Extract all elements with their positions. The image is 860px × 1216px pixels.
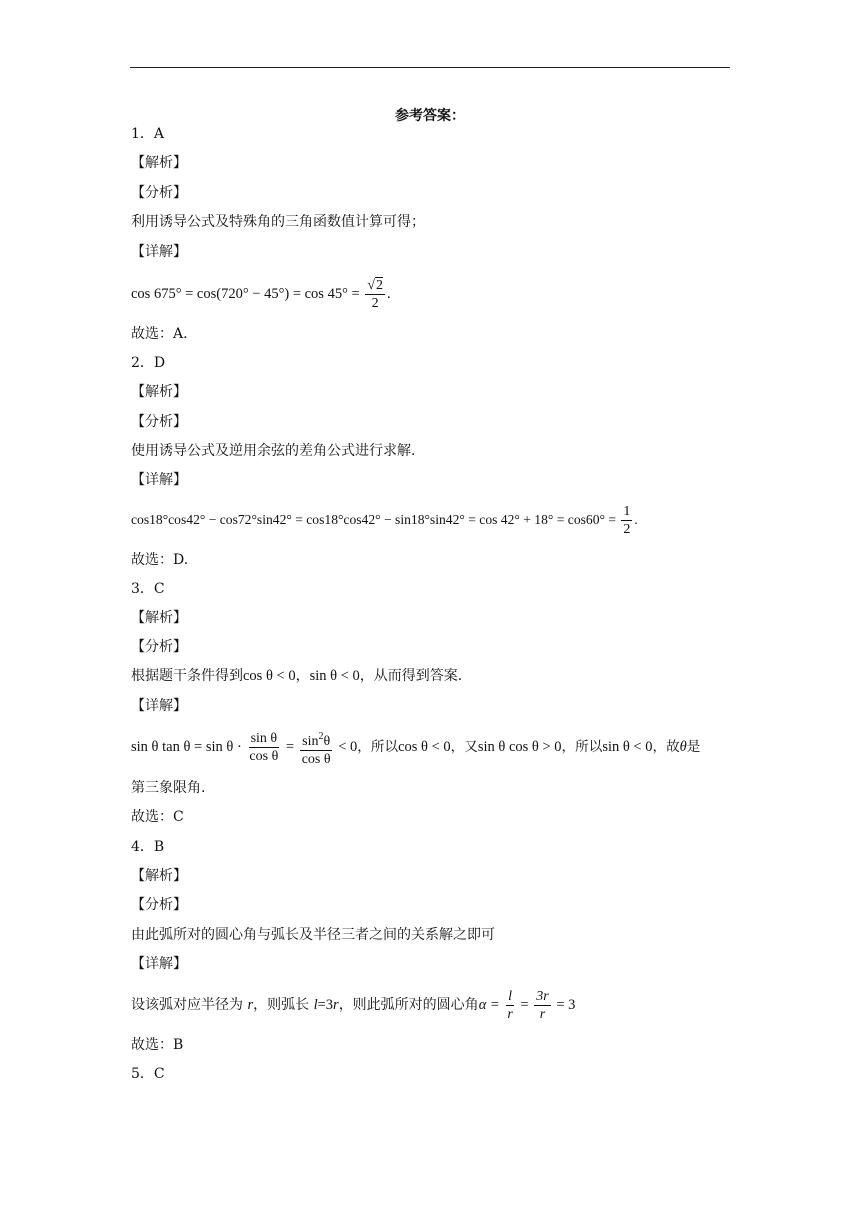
q3-fraction-2 [300, 728, 333, 768]
q3-analysis-math-2: sin θ < 0 [309, 668, 360, 684]
q3-tag-jiexi: 【解析】 [131, 610, 187, 626]
q3-frac2-sup: 2 [318, 730, 324, 742]
q3-fraction-1 [247, 730, 280, 765]
q5-number: 5．C [131, 1066, 165, 1082]
q3-text-3: ，所以 [561, 739, 603, 755]
q3-analysis [131, 667, 462, 685]
q4-tag-jiexi: 【解析】 [131, 868, 187, 884]
q4-analysis: 由此弧所对的圆心角与弧长及半径三者之间的关系解之即可 [131, 927, 495, 943]
q3-text-5: 是 [686, 739, 701, 755]
q3-frac2-num-b: θ [323, 733, 331, 749]
q3-number: 3．C [131, 581, 165, 597]
q3-formula-lhs: sin θ tan θ = sin θ · [131, 739, 246, 755]
q4-frac2-den: r [539, 1006, 546, 1022]
q1-denominator: 2 [371, 296, 379, 312]
q2-analysis: 使用诱导公式及逆用余弦的差角公式进行求解. [131, 443, 416, 459]
q2-formula [131, 500, 638, 540]
q1-formula-end: . [387, 286, 391, 302]
q3-math-2: sin θ cos θ > 0 [477, 739, 562, 755]
q3-detail-line-2: 第三象限角. [131, 780, 206, 796]
q4-var-l: l [313, 997, 318, 1013]
q3-answer: 故选：C [131, 809, 184, 825]
q3-frac2-den: cos θ [301, 751, 331, 767]
q3-frac1-num: sin θ [250, 731, 278, 746]
q4-var-r-2: r [333, 997, 339, 1013]
q2-tag-jiexi: 【解析】 [131, 384, 187, 400]
q4-detail-text-4: ，则此弧所对的圆心角 [338, 997, 479, 1013]
q4-detail-text-3: =3 [317, 997, 334, 1013]
q4-tag-fenxi: 【分析】 [131, 897, 187, 913]
q4-frac1-num: l [508, 988, 513, 1004]
q3-analysis-math-1: cos θ < 0 [243, 668, 296, 684]
q1-analysis: 利用诱导公式及特殊角的三角函数值计算可得； [131, 214, 425, 230]
q4-var-r: r [247, 997, 254, 1013]
q3-tag-fenxi: 【分析】 [131, 639, 187, 655]
q3-analysis-text-b: ， [295, 668, 310, 684]
q1-fraction: $\frac{√2}{2}$ [367, 278, 383, 312]
q2-numerator: 1 [623, 504, 631, 520]
q4-fraction-2 [534, 988, 550, 1023]
q3-tag-xiangjie: 【详解】 [131, 698, 187, 714]
q4-alpha: α = [478, 997, 504, 1013]
q4-answer: 故选：B [131, 1037, 184, 1053]
q4-detail-text-1: 设该弧对应半径为 [131, 997, 248, 1013]
q3-text-2: ，又 [450, 739, 478, 755]
q1-sqrt-radicand: 2 [376, 278, 383, 294]
q1-formula-text: cos 675° = cos(720° − 45°) = cos 45° = [131, 286, 364, 302]
q2-tag-fenxi: 【分析】 [131, 414, 187, 430]
q2-number: 2．D [131, 355, 166, 371]
q3-formula [131, 727, 700, 768]
q1-answer: 故选：A. [131, 326, 188, 342]
q4-eq: = [516, 997, 533, 1013]
q1-tag-jiexi: 【解析】 [131, 155, 187, 171]
q3-math-1: cos θ < 0 [398, 739, 451, 755]
q1-tag-xiangjie: 【详解】 [131, 244, 187, 260]
q4-fraction-1 [505, 988, 514, 1023]
q2-formula-end: . [634, 512, 638, 527]
page-title: 参考答案： [395, 108, 465, 124]
q4-frac2-num: 3r [536, 988, 549, 1004]
q3-formula-eq: = [282, 739, 298, 755]
q4-frac1-den: r [507, 1006, 513, 1022]
q3-math-4: θ [679, 739, 687, 755]
q2-denominator: 2 [623, 522, 631, 538]
q3-analysis-text-c: ，从而得到答案. [359, 668, 463, 684]
q1-formula [131, 274, 391, 314]
q1-tag-fenxi: 【分析】 [131, 185, 187, 201]
q3-text-1: ，所以 [357, 739, 399, 755]
q2-fraction [621, 503, 632, 538]
q2-tag-xiangjie: 【详解】 [131, 472, 187, 488]
q3-analysis-text-a: 根据题干条件得到 [131, 668, 243, 684]
q4-tag-xiangjie: 【详解】 [131, 956, 187, 972]
q4-number: 4．B [131, 839, 165, 855]
q2-formula-text: cos18°cos42° − cos72°sin42° = cos18°cos42° − sin18°sin42° = cos 42° + 18° = cos60° = [131, 512, 620, 527]
q1-number: 1．A [131, 126, 165, 142]
q4-detail [131, 985, 575, 1025]
q3-frac2-num: sin [302, 733, 319, 749]
q2-answer: 故选：D. [131, 552, 189, 568]
q4-result: = 3 [552, 997, 576, 1013]
q3-formula-rhs: < 0 [334, 739, 358, 755]
q3-text-4: ，故 [652, 739, 680, 755]
q3-frac1-den: cos θ [249, 749, 279, 764]
q4-detail-text-2: ，则弧长 [253, 997, 314, 1013]
q3-math-3: sin θ < 0 [602, 739, 653, 755]
header-rule [130, 67, 730, 68]
